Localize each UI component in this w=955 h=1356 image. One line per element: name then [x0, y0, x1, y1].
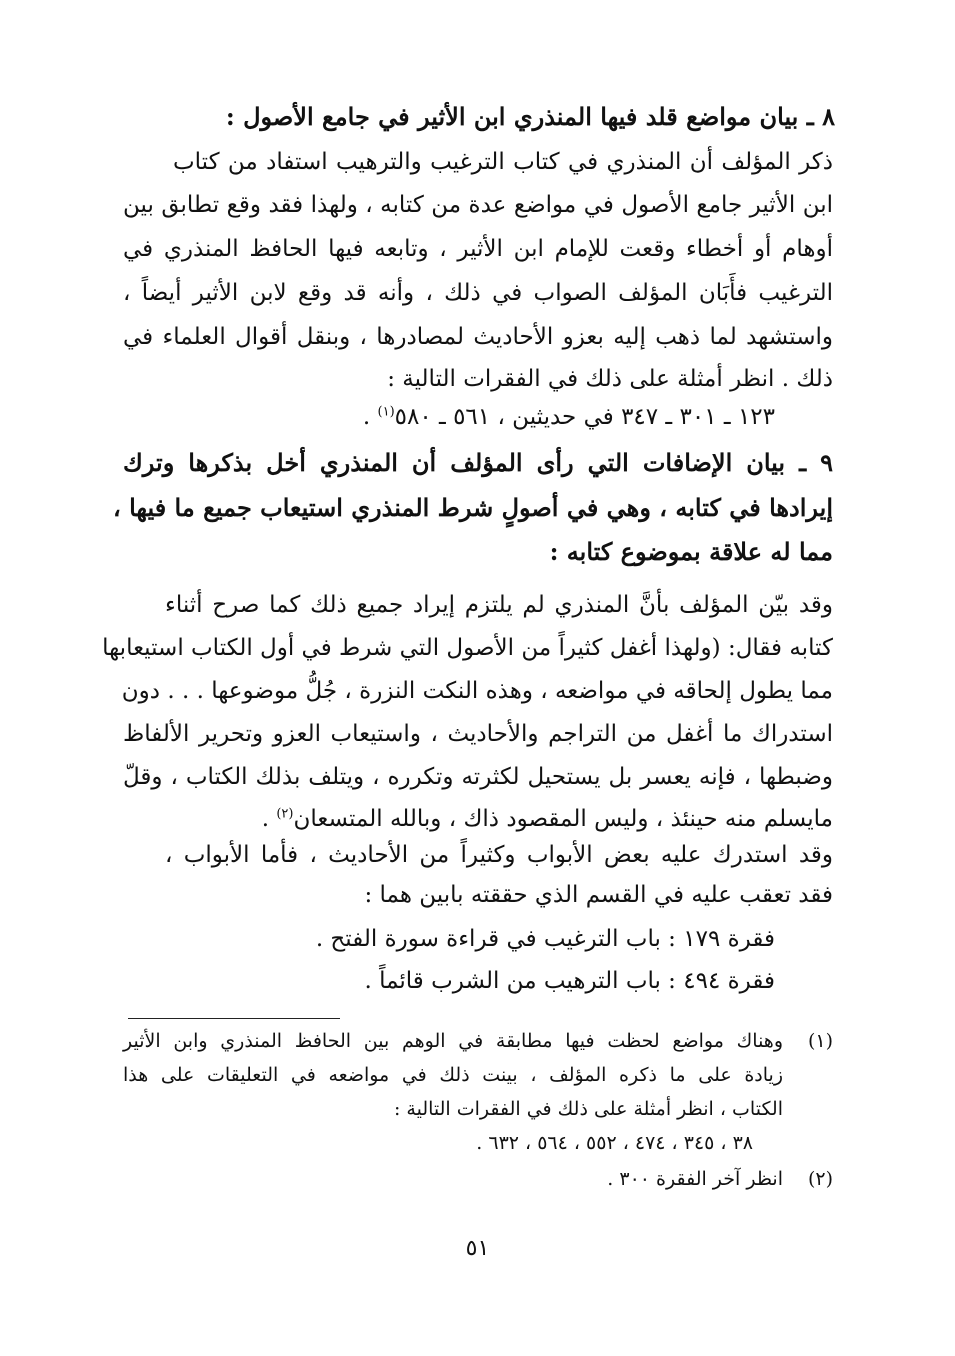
footnote-1-line-3: الكتاب ، انظر أمثلة على ذلك في الفقرات التالية : — [393, 1098, 783, 1120]
section-9-para-2-line-1: وقد استدرك عليه بعض الأبواب وكثيراً من الأحاديث ، فأما الأبواب ، — [165, 842, 833, 868]
section-8-line-4: الترغيب فأَبَان المؤلف الصواب في ذلك ، وأنه قد وقع لابن الأثير أيضاً ، — [123, 280, 833, 306]
section-8-line-5: واستشهد لما ذهب إليه بعزو الأحاديث لمصادرها ، وبنقل أقوال العلماء في — [123, 324, 833, 350]
section-9-para-1-line-4: استدراك ما أغفل من التراجم والأحاديث ، واستيعاب العزو وتحرير الألفاظ — [123, 721, 833, 747]
list-item-179: فقرة ١٧٩ : باب الترغيب في قراءة سورة الفتح . — [315, 926, 775, 952]
footnote-1-line-1: وهناك مواضع لحظت فيها مطابقة في الوهم بين الحافظ المنذري وابن الأثير — [123, 1030, 783, 1052]
footnote-2-marker: (٢) — [807, 1168, 833, 1190]
section-8-line-6: ذلك . انظر أمثلة على ذلك في الفقرات التالية : — [387, 366, 833, 392]
section-9-para-1-line-5: وضبطها ، فإنه يعسر بل يستحيل لكثرته وتكرره ، ويتلف بذلك الكتاب ، وقلّ — [123, 764, 833, 790]
section-9-para-2-line-2: فقد تعقب عليه في القسم الذي حققته بابين هما : — [364, 882, 833, 908]
section-8-heading: ٨ ـ بيان مواضع قلد فيها المنذري ابن الأثير في جامع الأصول : — [225, 102, 835, 131]
footnote-2-line-1: انظر آخر الفقرة ٣٠٠ . — [607, 1168, 783, 1190]
section-8-line-2: ابن الأثير جامع الأصول في مواضع عدة من كتابه ، ولهذا فقد وقع تطابق بين — [123, 192, 833, 218]
footnote-divider — [128, 1018, 340, 1019]
section-9-heading-line-2: إيرادها في كتابه ، وهي في أصولٍ شرط المنذري استيعاب جميع ما فيها ، — [113, 493, 833, 522]
footnote-1-line-4: ٣٨ ، ٣٤٥ ، ٤٧٤ ، ٥٥٢ ، ٥٦٤ ، ٦٣٢ . — [476, 1132, 753, 1154]
section-9-heading-line-3: مما له علاقة بموضوع كتابه : — [549, 537, 833, 566]
footnote-ref-2[interactable]: (٢) — [276, 806, 294, 822]
list-item-494: فقرة ٤٩٤ : باب الترهيب من الشرب قائماً . — [364, 968, 775, 994]
section-9-para-1-line-3: مما يطول إلحاقه في مواضعه ، وهذه النكت النزرة ، جُلُّ موضوعها . . . دون — [121, 678, 833, 704]
section-8-line-3: أوهام أو أخطاء وقعت للإمام ابن الأثير ، وتابعه فيها الحافظ المنذري في — [123, 236, 833, 262]
section-9-heading-line-1: ٩ ـ بيان الإضافات التي رأى المؤلف أن المنذري أخل بذكرها وترك — [123, 448, 833, 477]
section-8-line-1: ذكر المؤلف أن المنذري في كتاب الترغيب والترهيب استفاد من كتاب — [173, 149, 833, 175]
footnote-1-marker: (١) — [807, 1030, 833, 1052]
section-8-refs: ١٢٣ ـ ٣٠١ ـ ٣٤٧ في حديثين ، ٥٦١ ـ ٥٨٠$^{(١)}$ . — [362, 404, 775, 430]
footnote-1-line-2: زيادة على ما ذكره المؤلف ، بينت ذلك في مواضعه في التعليقات على هذا — [123, 1064, 783, 1086]
section-9-para-1-line-6: مايسلم منه حينئذ ، وليس المقصود ذاك ، وبالله المتسعان$^{(٢)}$ . — [261, 806, 833, 832]
section-9-para-1-line-1: وقد بيّن المؤلف بأنَّ المنذري لم يلتزم إيراد جميع ذلك كما صرح أثناء — [165, 592, 833, 618]
page-number: ٥١ — [465, 1236, 490, 1261]
footnote-ref-1[interactable]: (١) — [377, 404, 395, 420]
section-9-para-1-line-2: كتابه فقال: (ولهذا أغفل كثيراً من الأصول التي شرط في أول الكتاب استيعابها — [102, 635, 833, 661]
